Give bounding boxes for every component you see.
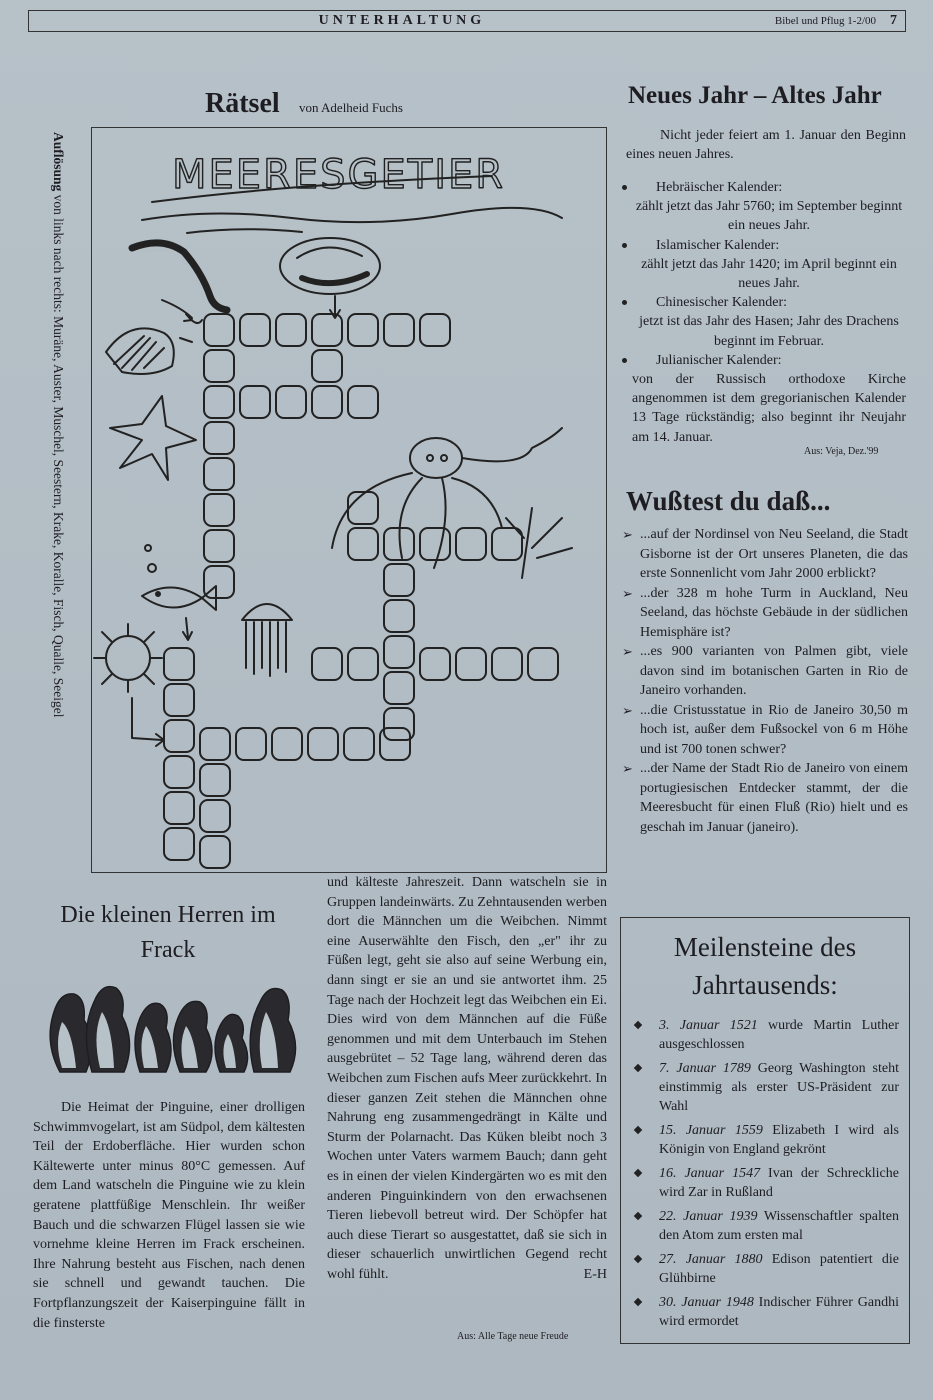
crossword-illustration [92,128,606,872]
list-item [633,1164,899,1202]
milestones-title-line: Meilensteine des [673,932,857,962]
puzzle-author: von Adelheid Fuchs [299,100,403,115]
milestone-date: 30. Januar 1948 [659,1295,754,1310]
puzzle-title: Rätsel [205,88,280,119]
penguin-article-col2-text: und kälteste Jahreszeit. Dann watscheln sie in Gruppen landeinwärts. Zu Zehntausenden werben dort die Männchen um die Weibchen. Nimmt eine Auserwählte den Fisch, den „er" ihr zu Füßen legt, geht sie also auf seine Werbung ein, dann singt er sie an und sie antwortet ihm. 25 Tage nach der Hochzeit legt das Weibchen ein Ei. Dies wird von dem Männchen auf die Füße genommen und mit dem Unterbauch im Stehen ausgebrütet – 52 Tage lang, während deren das Weibchen zum Fischen aufs Meer zurückkehrt. In dieser ganzen Zeit stehen die Männchen ohne Nahrung eng zusammengedrängt in Kälte und Sturm der Polarnacht. Das Küken bleibt noch 3 Wochen unter Vaters warmem Bauch; dann geht es in einen der vielen Kindergärten wo es mit den anderen Pinguinkindern von den erwachsenen Tieren liebevoll betreut wird. Der Schöpfer hat auch diese Tierart so ausgestattet, daß sie sich in dieser schauerlich unwirtlichen Gegend recht wohl fühlt. [327,875,607,1282]
milestone-date: 7. Januar 1789 [659,1061,751,1076]
list-item [633,1207,899,1245]
publication-info: Bibel und Pflug 1-2/00 [774,15,876,27]
milestone-text: Ivan der Schreckliche wird Zar in Rußland [659,1166,899,1200]
milestone-text: Wissenschaftler spalten den Atom zum ersten mal [659,1209,899,1243]
bullet-icon [622,185,627,190]
section-title: UNTERHALTUNG [318,13,486,28]
list-item [622,642,908,701]
milestones-list [633,1016,899,1336]
list-item [633,1016,899,1054]
arrow-bullet-icon: ➢ [622,527,633,542]
list-item [633,1250,899,1288]
arrow-bullet-icon: ➢ [622,702,633,718]
calendar-info: zählt jetzt das Jahr 1420; im April beginnt ein neues Jahr. [641,256,897,292]
list-item [622,293,906,351]
calendar-info: von der Russisch orthodoxe Kirche angenommen ist dem gregorianischen Kalender 13 Tage rückständig; also beginnt ihr Neujahr am 14. Januar. [632,372,906,445]
calendar-list [622,178,906,447]
crossword-puzzle [91,127,607,873]
did-you-know-list [622,525,908,837]
fact-text: ...auf der Nordinsel von Neu Seeland, die Stadt Gisborne ist der Ort unseres Planeten, die das erste Sonnenlicht vom Jahr 2000 erblickt? [640,527,908,581]
milestone-text: Indischer Führer Gandhi wird ermordet [659,1295,899,1329]
list-item [633,1121,899,1159]
milestones-box [620,917,910,1344]
list-item [633,1293,899,1331]
list-item [633,1059,899,1116]
page-header [28,10,906,32]
calendar-info: zählt jetzt das Jahr 5760; im September beginnt ein neues Jahr. [635,199,903,234]
milestone-date: 16. Januar 1547 [659,1166,761,1181]
list-item [622,236,906,294]
list-item [622,351,906,447]
crossword-grid [164,314,558,868]
penguin-article-col2 [327,873,607,1284]
diamond-bullet-icon [634,1021,642,1029]
diamond-bullet-icon [634,1255,642,1263]
calendar-name: Islamischer Kalender: [656,237,780,253]
diamond-bullet-icon [634,1212,642,1220]
milestone-text: Elizabeth I wird als Königin von England gekrönt [659,1123,899,1157]
bullet-icon [622,300,627,305]
fact-text: ...der 328 m hohe Turm in Auckland, Neu Seeland, das höchste Gebäude in der südlichen Hemisphäre ist? [640,585,908,640]
new-year-intro: Nicht jeder feiert am 1. Januar den Beginn eines neuen Jahres. [626,128,906,163]
did-you-know-title: Wußtest du daß... [626,486,831,516]
milestone-text: Edison patentiert die Glühbirne [659,1252,899,1286]
arrow-bullet-icon: ➢ [622,644,633,659]
bullet-icon [622,358,627,363]
list-item [622,584,908,643]
arrow-bullet-icon: ➢ [622,761,633,776]
new-year-title: Neues Jahr – Altes Jahr [628,82,882,109]
milestone-date: 22. Januar 1939 [659,1209,758,1224]
list-item [622,178,906,236]
calendar-name: Chinesischer Kalender: [656,295,788,311]
diamond-bullet-icon [634,1298,642,1306]
milestone-date: 3. Januar 1521 [659,1018,758,1033]
fact-text: ...es 900 varianten von Palmen gibt, viele davon sind im botanischen Garten in Rio de Janeiro vorhanden. [640,644,908,698]
list-item [622,759,908,837]
diamond-bullet-icon [634,1064,642,1072]
new-year-source: Aus: Veja, Dez.'99 [804,446,879,457]
show-through-text [110,78,120,125]
diamond-bullet-icon [634,1169,642,1177]
fact-text: ...der Name der Stadt Rio de Janeiro von einem portugiesischen Entdecker stammt, der die Meeresbucht für einen Fluß (Rio) hielt und es geschah im Januar (janeiro). [640,761,908,835]
fact-text: ...die Cristusstatue in Rio de Janeiro 30,50 m hoch ist, außer dem Fußsockel von 6 m Höhe und ist 700 tonen schwer? [640,702,908,757]
penguins-illustration [40,972,302,1078]
author-initials: E-H [583,1266,607,1282]
diamond-bullet-icon [634,1126,642,1134]
puzzle-solution [44,132,70,852]
arrow-bullet-icon: ➢ [622,585,633,601]
milestones-title-line: Jahrtausends: [692,970,838,1000]
calendar-name: Julianischer Kalender: [656,352,782,368]
milestone-date: 15. Januar 1559 [659,1123,763,1138]
solution-label: Auflösung [51,132,66,192]
page-number: 7 [890,13,897,28]
calendar-info: jetzt ist das Jahr des Hasen; Jahr des Drachens beginnt im Februar. [639,314,899,349]
penguin-article-title: Die kleinen Herren im Frack [60,902,276,963]
milestone-text: Georg Washington steht einstimmig als erster US-Präsident zur Wahl [659,1061,899,1114]
milestones-title [621,928,909,1004]
bullet-icon [622,243,627,248]
penguin-article-col1: Die Heimat der Pinguine, einer drolligen Schwimmvogelart, ist am Südpol, dem kältesten Teil der Erdoberfläche. Hier wurden schon Kältewerte unter minus 80°C gemessen. Auf dem Land watscheln die Pinguine wie zu klein geratene plattfüßige Menschlein. Ihr weißer Bauch und die schwarzen Flügel lassen sie wie vornehme kleine Herren im Frack erscheinen. Ihre Nahrung besteht aus Fischen, nach denen sie schnell und gewandt tauchen. Die Fortpflanzungszeit der Kaiserpinguine fällt in die finsterste [33,1100,305,1331]
penguin-article-source: Aus: Alle Tage neue Freude [457,1331,569,1342]
list-item [622,701,908,760]
handwritten-title: MEERESGETIER [172,152,506,198]
milestone-date: 27. Januar 1880 [659,1252,763,1267]
milestone-text: wurde Martin Luther ausgeschlossen [659,1018,899,1052]
calendar-name: Hebräischer Kalender: [656,180,783,195]
list-item [622,525,908,584]
solution-text: von links nach rechts: Muräne, Auster, Muschel, Seestern, Krake, Koralle, Fisch, Qualle, Seeigel [51,191,66,718]
